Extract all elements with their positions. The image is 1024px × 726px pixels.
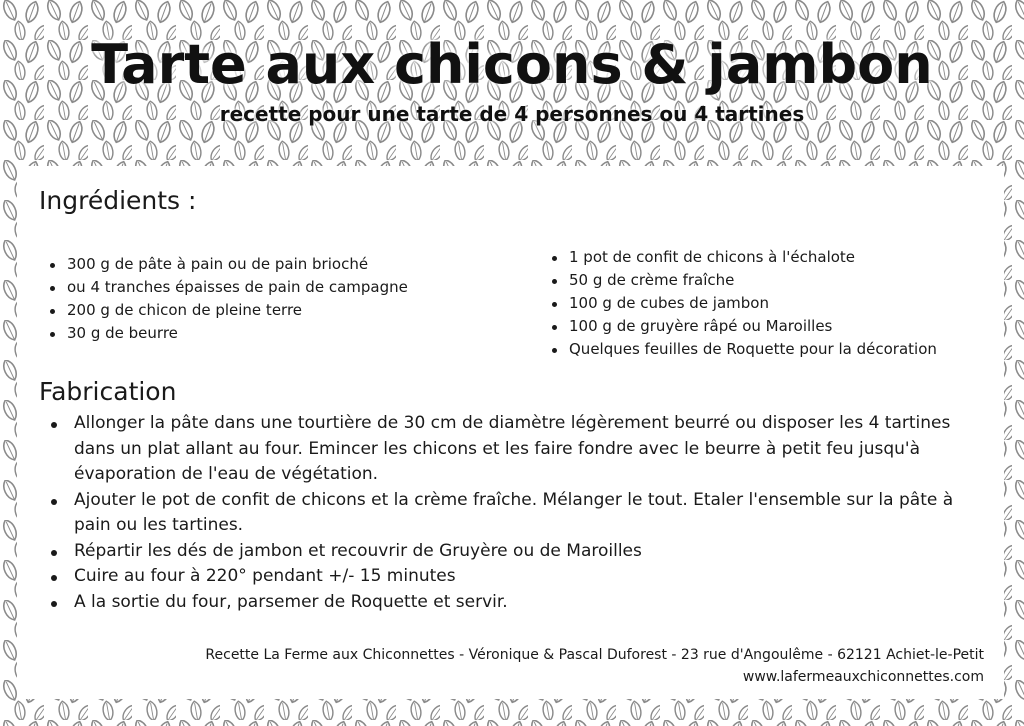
ingredient-item: 200 g de chicon de pleine terre (39, 299, 408, 322)
footer-credit: Recette La Ferme aux Chiconnettes - Véronique & Pascal Duforest - 23 rue d'Angoulême - 62121 Achiet-le-Petit (205, 647, 984, 663)
ingredients-heading: Ingrédients : (39, 186, 197, 215)
page-subtitle: recette pour une tarte de 4 personnes ou 4 tartines (219, 102, 805, 126)
page-title: Tarte aux chicons & jambon (91, 33, 933, 96)
fabrication-steps (36, 411, 961, 615)
fabrication-step: Ajouter le pot de confit de chicons et la crème fraîche. Mélanger le tout. Etaler l'ensemble sur la pâte à pain ou les tartines. (36, 488, 961, 539)
ingredients-list-left (39, 253, 408, 345)
fabrication-step: Répartir les dés de jambon et recouvrir de Gruyère ou de Maroilles (36, 539, 961, 565)
fabrication-step: Allonger la pâte dans une tourtière de 30 cm de diamètre légèrement beurré ou disposer les 4 tartines dans un plat allant au four. Emincer les chicons et les faire fondre avec le beurre à petit feu jusqu'à évaporation de l'eau de végétation. (36, 411, 961, 488)
footer-website: www.lafermeauxchiconnettes.com (742, 669, 984, 685)
ingredient-item: 100 g de cubes de jambon (541, 292, 937, 315)
ingredient-item: Quelques feuilles de Roquette pour la décoration (541, 338, 937, 361)
fabrication-heading: Fabrication (39, 377, 177, 406)
fabrication-step: A la sortie du four, parsemer de Roquette et servir. (36, 590, 961, 616)
ingredient-item: 30 g de beurre (39, 322, 408, 345)
ingredient-item: 1 pot de confit de chicons à l'échalote (541, 246, 937, 269)
fabrication-step: Cuire au four à 220° pendant +/- 15 minutes (36, 564, 961, 590)
ingredient-item: 100 g de gruyère râpé ou Maroilles (541, 315, 937, 338)
recipe-card (17, 166, 1004, 699)
ingredients-list-right (541, 246, 937, 361)
header (0, 30, 1024, 128)
ingredient-item: ou 4 tranches épaisses de pain de campagne (39, 276, 408, 299)
ingredient-item: 50 g de crème fraîche (541, 269, 937, 292)
ingredient-item: 300 g de pâte à pain ou de pain brioché (39, 253, 408, 276)
